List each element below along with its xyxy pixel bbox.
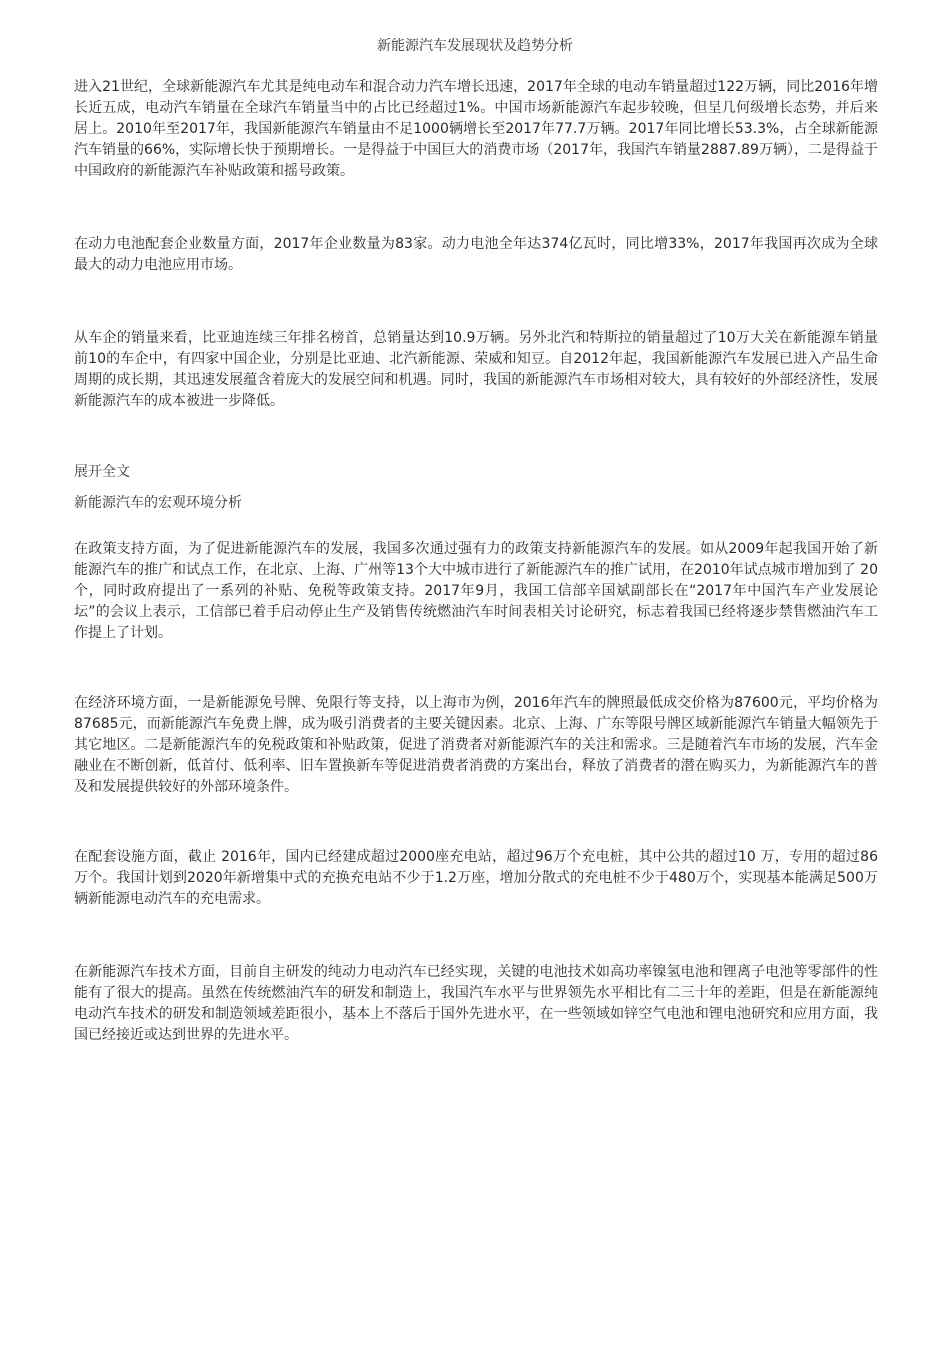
paragraph-infrastructure: 在配套设施方面，截止 2016年，国内已经建成超过2000座充电站，超过96万个充电桩，其中公共的超过10 万，专用的超过86万个。我国计划到2020年新增集中式的充换充电站不少于1.2万座，增加分散式的充电桩不少于480万个，实现基本能满足500万辆新能源电动汽车的充电需求。 [74, 849, 878, 907]
paragraph-automaker-sales: 从车企的销量来看，比亚迪连续三年排名榜首，总销量达到10.9万辆。另外北汽和特斯拉的销量超过了10万大关在新能源车销量前10的车企中，有四家中国企业，分别是比亚迪、北汽新能源、荣威和知豆。自2012年起，我国新能源汽车发展已进入产品生命周期的成长期，其迅速发展蕴含着庞大的发展空间和机遇。同时，我国的新能源汽车市场相对较大，具有较好的外部经济性，发展新能源汽车的成本被进一步降低。 [74, 330, 878, 409]
paragraph-global-ev-growth: 进入21世纪，全球新能源汽车尤其是纯电动车和混合动力汽车增长迅速，2017年全球的电动车销量超过122万辆，同比2016年增长近五成，电动汽车销量在全球汽车销量当中的占比已经超过1%。中国市场新能源汽车起步较晚，但呈几何级增长态势，并后来居上。2010年至2017年，我国新能源汽车销量由不足1000辆增长至2017年77.7万辆。2017年同比增长53.3%，占全球新能源汽车销量的66%，实际增长快于预期增长。一是得益于中国巨大的消费市场（2017年，我国汽车销量2887.89万辆），二是得益于中国政府的新能源汽车补贴政策和摇号政策。 [74, 79, 878, 179]
expand-full-text-link[interactable]: 展开全文 [74, 464, 130, 480]
document-title: 新能源汽车发展现状及趋势分析 [377, 38, 573, 54]
section-heading: 新能源汽车的宏观环境分析 [74, 495, 242, 511]
paragraph-policy-support: 在政策支持方面，为了促进新能源汽车的发展，我国多次通过强有力的政策支持新能源汽车的发展。如从2009年起我国开始了新能源汽车的推广和试点工作，在北京、上海、广州等13个大中城市进行了新能源汽车的推广试用，在2010年试点城市增加到了 20个，同时政府提出了一系列的补贴、免税等政策支持。2017年9月，我国工信部辛国斌副部长在“2017年中国汽车产业发展论坛”的会议上表示，工信部已着手启动停止生产及销售传统燃油汽车时间表相关讨论研究，标志着我国已经将逐步禁售燃油汽车工作提上了计划。 [74, 541, 878, 641]
paragraph-technology: 在新能源汽车技术方面，目前自主研发的纯动力电动汽车已经实现，关键的电池技术如高功率镍氢电池和锂离子电池等零部件的性能有了很大的提高。虽然在传统燃油汽车的研发和制造上，我国汽车水平与世界领先水平相比有二三十年的差距，但是在新能源纯电动汽车技术的研发和制造领域差距很小，基本上不落后于国外先进水平，在一些领域如锌空气电池和锂电池研究和应用方面，我国已经接近或达到世界的先进水平。 [74, 964, 878, 1043]
paragraph-power-battery: 在动力电池配套企业数量方面，2017年企业数量为83家。动力电池全年达374亿瓦时，同比增33%，2017年我国再次成为全球最大的动力电池应用市场。 [74, 236, 878, 273]
paragraph-economic-environment: 在经济环境方面，一是新能源免号牌、免限行等支持，以上海市为例，2016年汽车的牌照最低成交价格为87600元，平均价格为87685元，而新能源汽车免费上牌，成为吸引消费者的主要关键因素。北京、上海、广东等限号牌区域新能源汽车销量大幅领先于其它地区。二是新能源汽车的免税政策和补贴政策，促进了消费者对新能源汽车的关注和需求。三是随着汽车市场的发展，汽车金融业在不断创新，低首付、低利率、旧车置换新车等促进消费者消费的方案出台，释放了消费者的潜在购买力，为新能源汽车的普及和发展提供较好的外部环境条件。 [74, 695, 878, 795]
